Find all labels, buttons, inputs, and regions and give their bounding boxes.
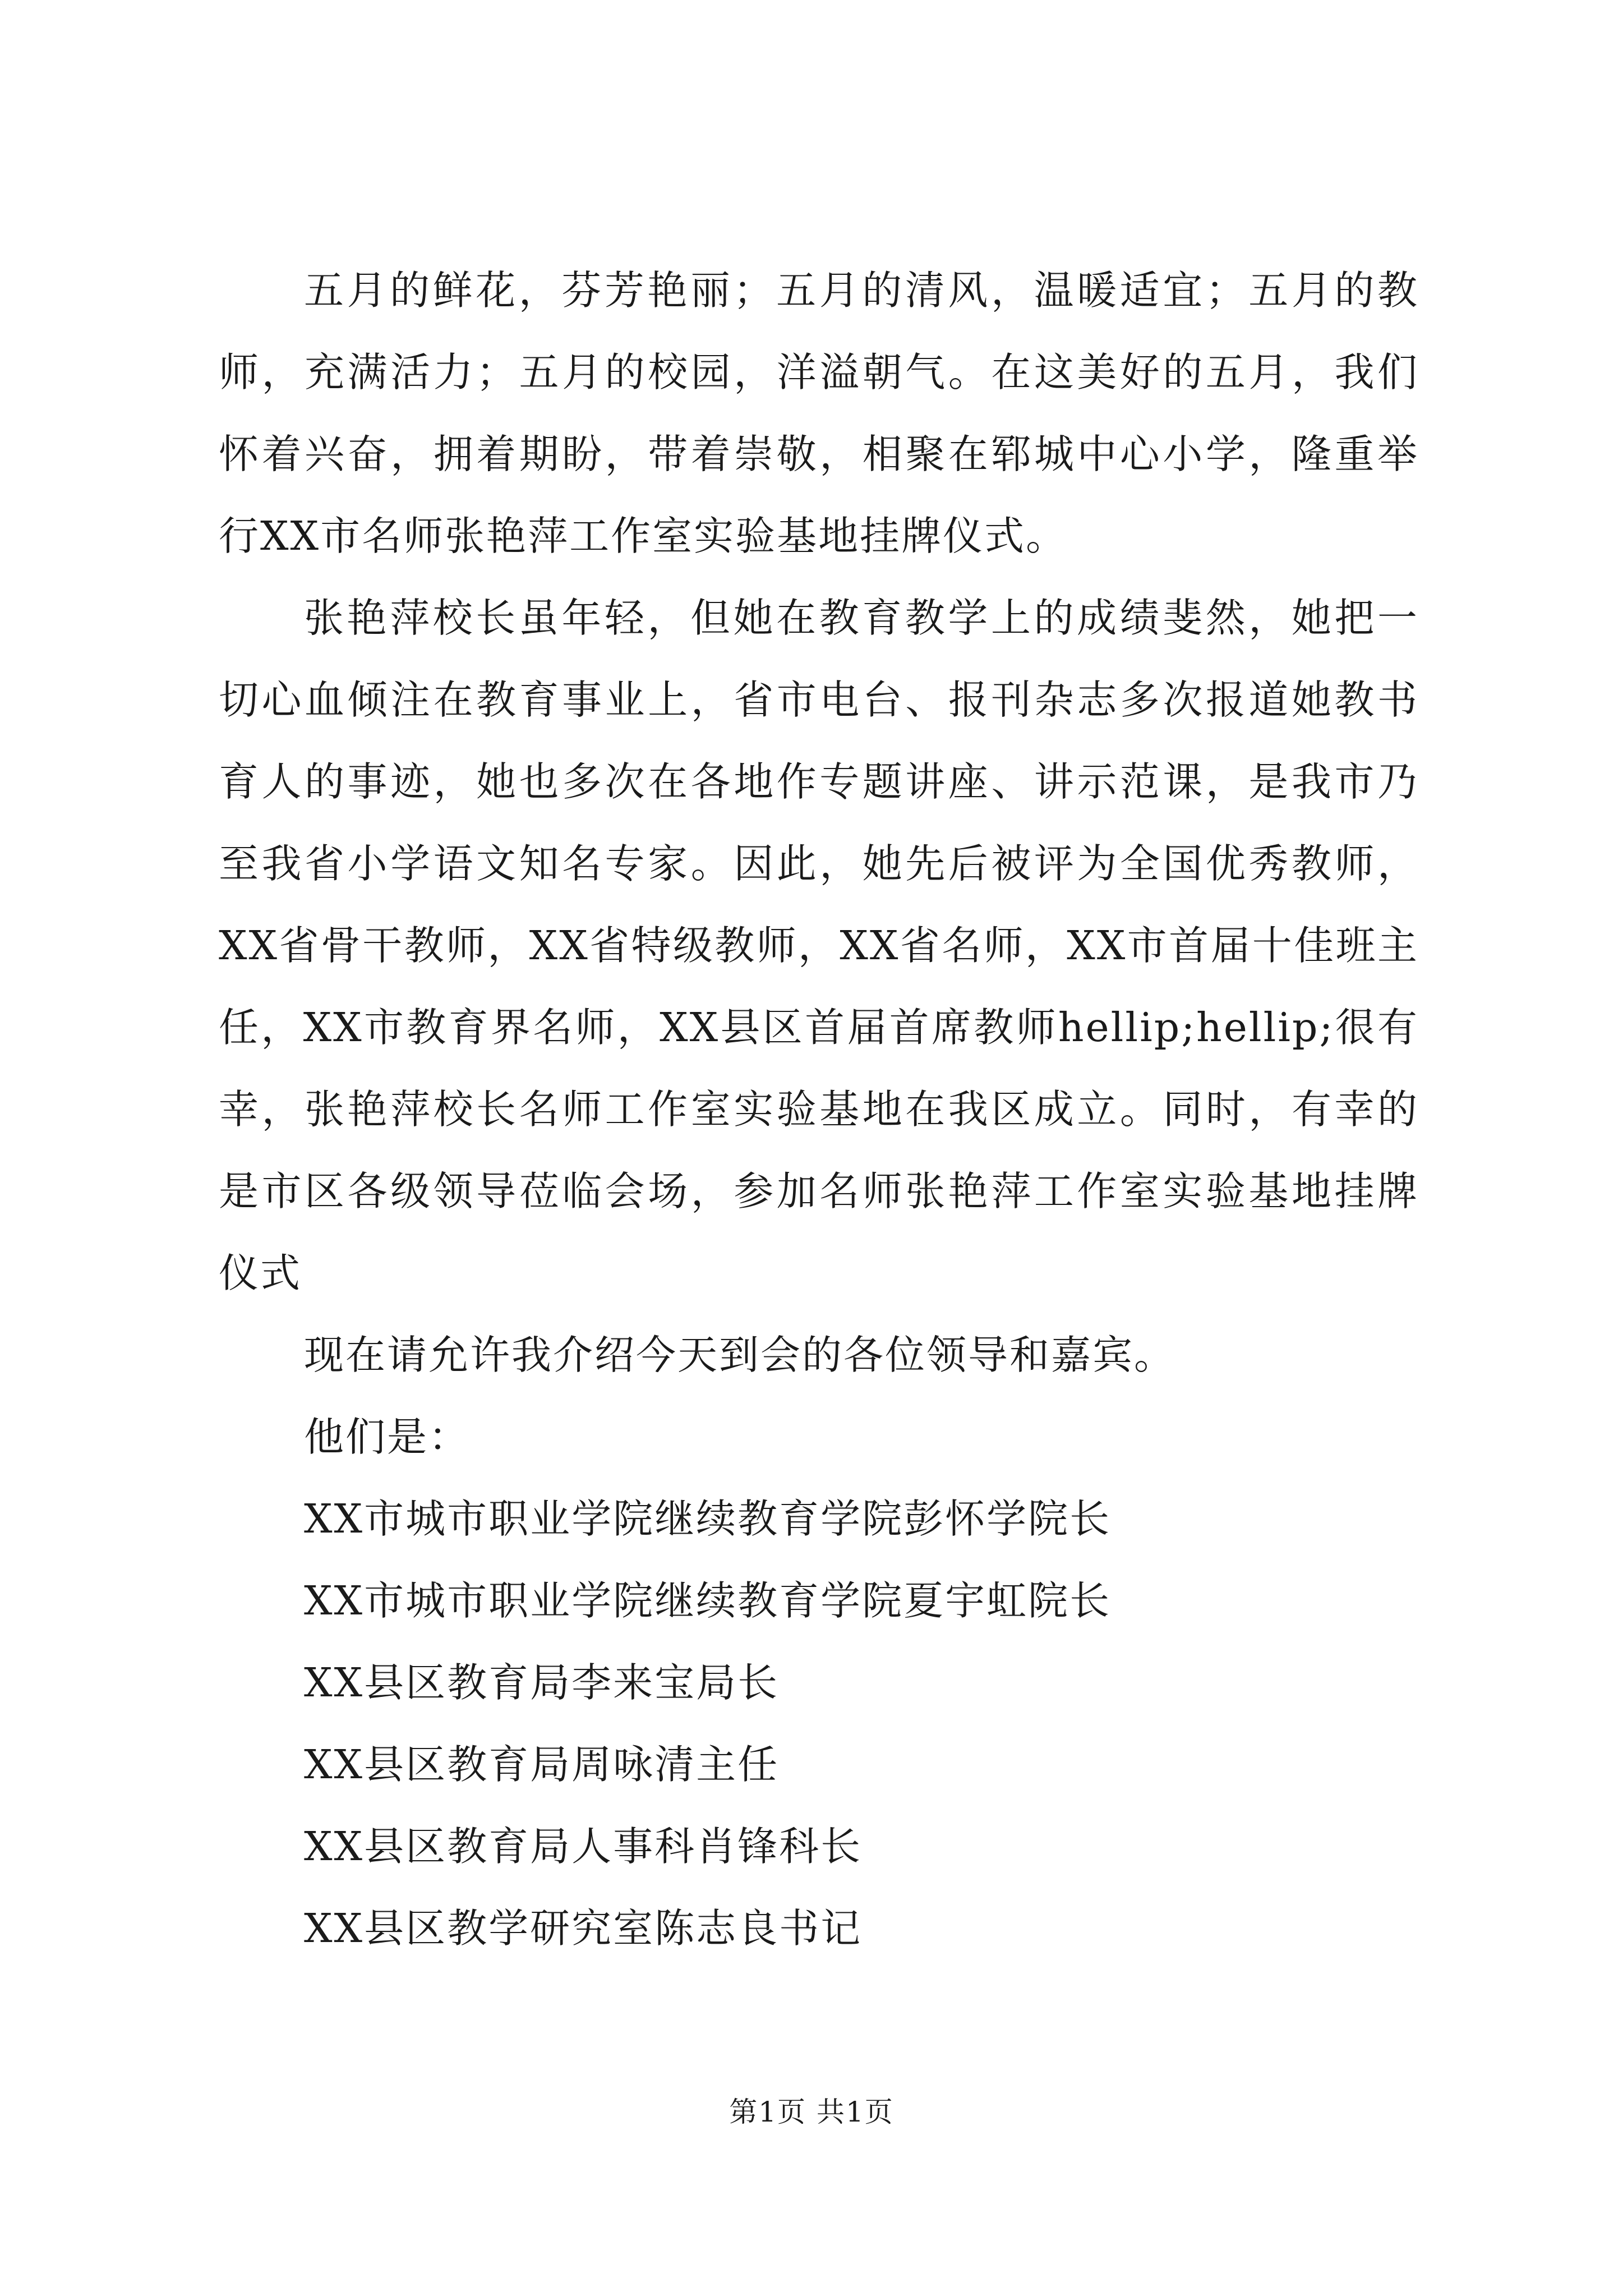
guest-item: XX县区教育局人事科肖锋科长 bbox=[304, 1823, 863, 1870]
guest-item: XX市城市职业学院继续教育学院彭怀学院长 bbox=[304, 1496, 1112, 1542]
document-body bbox=[219, 250, 1419, 1970]
intro-paragraph: 五月的鲜花，芬芳艳丽；五月的清风，温暖适宜；五月的教师，充满活力；五月的校园，洋溢朝气。在这美好的五月，我们怀着兴奋，拥着期盼，带着崇敬，相聚在郓城中心小学，隆重举行XX市名师张艳萍工作室实验基地挂牌仪式。 bbox=[219, 267, 1419, 559]
guest-list bbox=[219, 1478, 1419, 1970]
page-footer: 第1页 共1页 bbox=[729, 2096, 894, 2128]
guest-item: XX县区教育局周咏清主任 bbox=[304, 1741, 780, 1788]
guest-item: XX县区教育局李来宝局长 bbox=[304, 1659, 780, 1706]
guests-heading: 他们是： bbox=[304, 1414, 471, 1460]
profile-paragraph: 张艳萍校长虽年轻，但她在教育教学上的成绩斐然，她把一切心血倾注在教育事业上，省市电台、报刊杂志多次报道她教书育人的事迹，她也多次在各地作专题讲座、讲示范课，是我市乃至我省小学语文知名专家。因此，她先后被评为全国优秀教师，XX省骨干教师，XX省特级教师，XX省名师，XX市首届十佳班主任，XX市教育界名师，XX县区首届首席教师hellip;hellip;很有幸，张艳萍校长名师工作室实验基地在我区成立。同时，有幸的是市区各级领导莅临会场，参加名师张艳萍工作室实验基地挂牌仪式 bbox=[219, 595, 1419, 1296]
guest-item: XX市城市职业学院继续教育学院夏宇虹院长 bbox=[304, 1577, 1112, 1624]
introduction-line: 现在请允许我介绍今天到会的各位领导和嘉宾。 bbox=[304, 1332, 1176, 1378]
guest-item: XX县区教学研究室陈志良书记 bbox=[304, 1905, 863, 1952]
